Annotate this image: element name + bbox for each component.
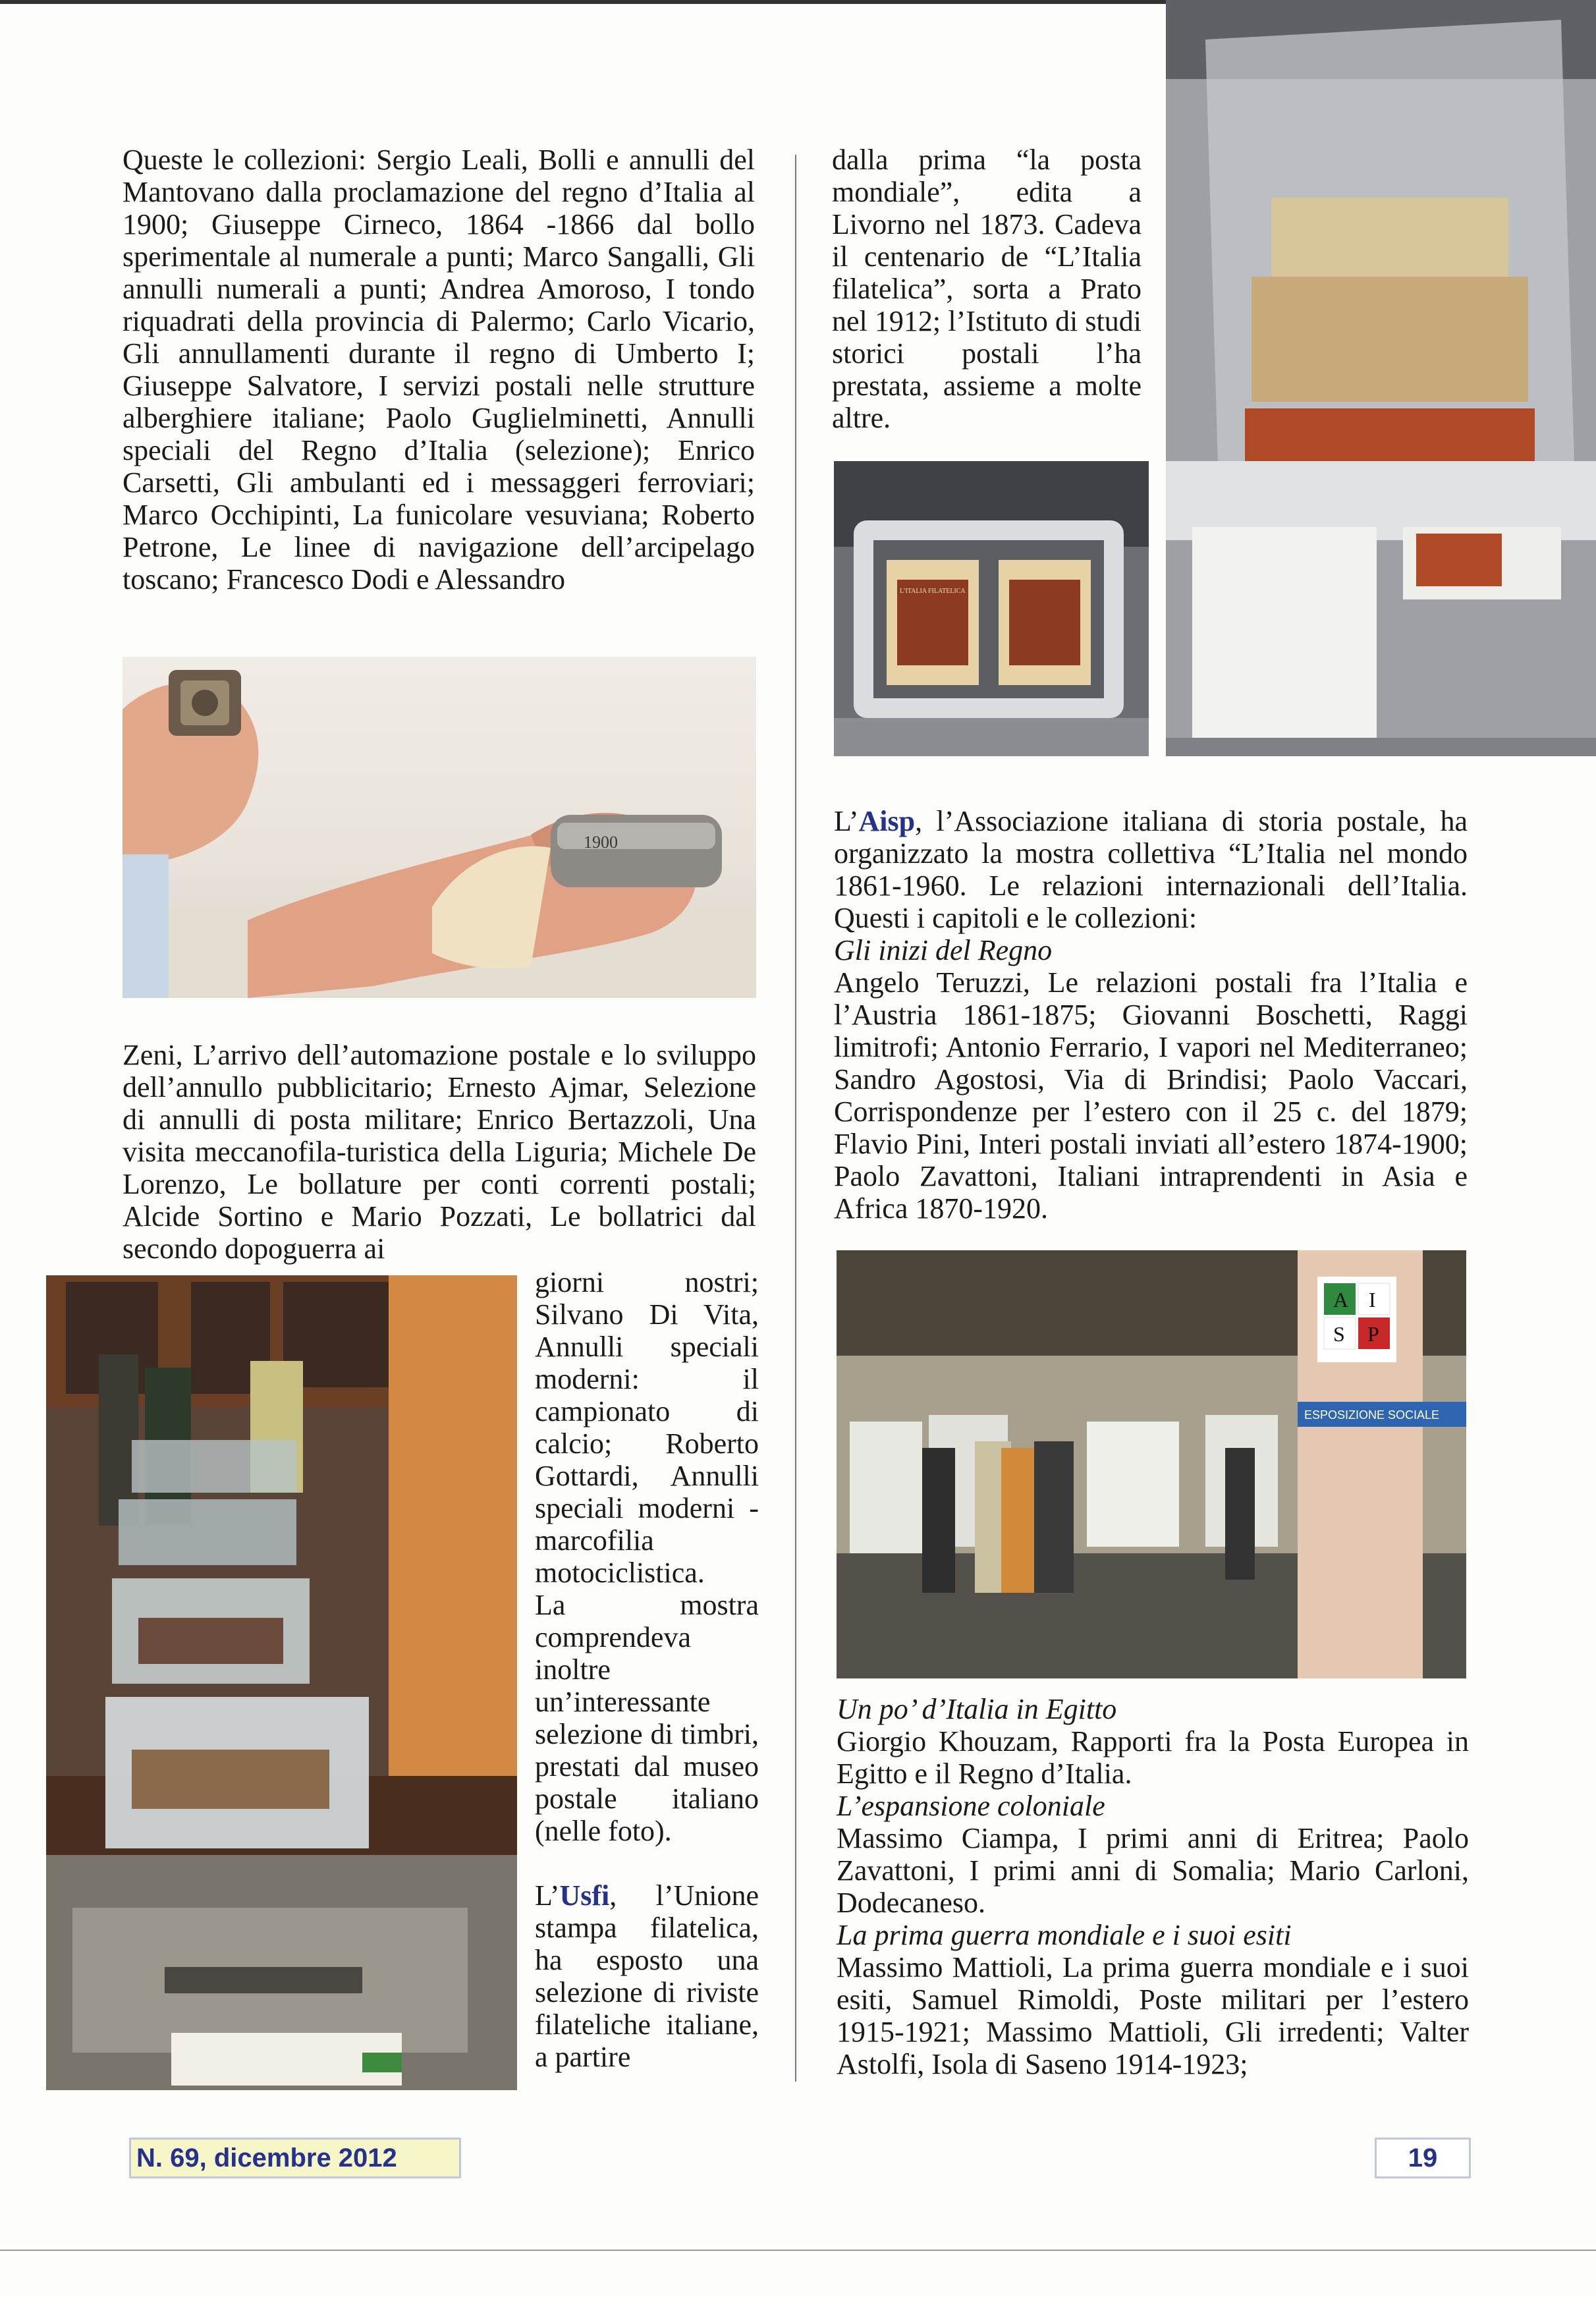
page-number-box — [1375, 2138, 1471, 2178]
exhibition-hall-illustration — [837, 1250, 1466, 1678]
column1-top-text — [123, 144, 755, 595]
exhibition-banner-text: ESPOSIZIONE SOCIALE — [1304, 1408, 1440, 1422]
issue-label — [129, 2138, 461, 2178]
column1-mid-text — [123, 1039, 756, 1265]
photo-aisp-exhibition-hall — [837, 1250, 1466, 1678]
aisp-rest: , l’Associazione italiana di storia postale, ha organizzato la mostra collettiva “L’Italia nel mondo 1861-1960. Le relazioni internazionali dell’Italia. Questi i capitoli e le collezioni: — [834, 805, 1468, 934]
usfi-prefix: L’ — [535, 1879, 560, 1912]
usfi-rest: , l’Unione stampa filatelica, ha esposto una selezione di riviste filateliche italiane, a partire — [535, 1879, 759, 2073]
section-text-egitto: Giorgio Khouzam, Rapporti fra la Posta Europea in Egitto e il Regno d’Italia. — [837, 1725, 1469, 1790]
magazines-paragraph: dalla prima “la posta mondiale”, edita a Livorno nel 1873. Cadeva il centenario de “L’Italia filatelica”, sorta a Prato nel 1912; l’Istituto di studi storici postali l’ha prestata, assieme a molte altre. — [832, 144, 1142, 434]
photo-exhibition-cases — [46, 1275, 517, 2090]
photo-display-case — [1166, 0, 1596, 756]
hands-illustration — [123, 657, 756, 998]
photo-magazine-stand — [834, 461, 1149, 756]
aisp-logo-letter-a: A — [1333, 1288, 1349, 1312]
section-title-egitto: Un po’ d’Italia in Egitto — [837, 1693, 1117, 1725]
magazine-cover-title: L’ITALIA FILATELICA — [900, 588, 966, 595]
collections-paragraph: Queste le collezioni: Sergio Leali, Bolli e annulli del Mantovano dalla proclamazione del regno d’Italia al 1900; Giuseppe Cirneco, 1864 -1866 dal bollo sperimentale al numerale a punti; Marco Sangalli, Gli annulli numerali a punti; Andrea Amoroso, I tondo riquadrati della provincia di Palermo; Carlo Vicario, Gli annullamenti durante il regno di Umberto I; Giuseppe Salvatore, I servizi postali nelle strutture alberghiere italiane; Paolo Guglielminetti, Annulli speciali del Regno d’Italia (selezione); Enrico Carsetti, Gli ambulanti ed i messaggeri ferroviari; Marco Occhipinti, La funicolare vesuviana; Roberto Petrone, Le linee di navigazione dell’arcipelago toscano; Francesco Dodi e Alessandro — [123, 144, 755, 595]
aisp-logo-letter-i: I — [1369, 1288, 1376, 1312]
exhibition-cases-illustration — [46, 1275, 517, 2090]
aisp-logo-letter-s: S — [1333, 1322, 1345, 1346]
aisp-paragraph — [834, 805, 1468, 934]
page-number: 19 — [1408, 2144, 1438, 2172]
postmark-stamp-cylinder — [551, 815, 722, 887]
aisp-logo — [1317, 1277, 1396, 1362]
magazine-stand-illustration — [834, 461, 1149, 756]
usfi-name: Usfi — [559, 1879, 610, 1912]
stamping-machines-paragraph: giorni nostri; Silvano Di Vita, Annulli speciali moderni: il campionato di calcio; Roberto Gottardi, Annulli speciali moderni - marcofilia motociclistica. — [535, 1266, 759, 1589]
column2-top-text — [832, 144, 1142, 434]
section-title-regno: Gli inizi del Regno — [834, 934, 1053, 966]
issue-text: N. 69, dicembre 2012 — [136, 2144, 397, 2172]
column1-side-text — [535, 1266, 759, 2073]
aisp-logo-letter-p: P — [1367, 1322, 1379, 1346]
stamp-date-text: 1900 — [584, 833, 618, 852]
usfi-paragraph — [535, 1879, 759, 2073]
exhibition-stamps-paragraph: La mostra comprendeva inoltre un’interessante selezione di timbri, prestati dal museo postale italiano (nelle foto). — [535, 1589, 759, 1847]
photo-hands-postmark-stamps — [123, 657, 756, 998]
column2-aisp-text — [834, 805, 1468, 1225]
postmark-stamp-left — [169, 670, 241, 736]
aisp-name: Aisp — [858, 805, 916, 837]
section-text-regno: Angelo Teruzzi, Le relazioni postali fra l’Italia e l’Austria 1861-1875; Giovanni Boschetti, Raggi limitrofi; Antonio Ferrario, I vapori nel Mediterraneo; Sandro Agostosi, Via di Brindisi; Paolo Vaccari, Corrispondenze per l’estero con il 25 c. del 1879; Flavio Pini, Interi postali inviati all’estero 1874-1900; Paolo Zavattoni, Italiani intraprendenti in Asia e Africa 1870-1920. — [834, 966, 1468, 1225]
aisp-prefix: L’ — [834, 805, 859, 837]
section-title-coloniale: L’espansione coloniale — [837, 1790, 1105, 1822]
automation-paragraph: Zeni, L’arrivo dell’automazione postale e lo sviluppo dell’annullo pubblicitario; Ernesto Ajmar, Selezione di annulli di posta militare; Enrico Bertazzoli, Una visita meccanofila-turistica della Liguria; Michele De Lorenzo, Le bollature per conti correnti postali; Alcide Sortino e Mario Pozzati, Le bollatrici dal secondo dopoguerra ai — [123, 1039, 756, 1265]
display-case-illustration — [1166, 0, 1596, 756]
column-divider — [795, 155, 796, 2082]
column2-lower-text — [837, 1693, 1469, 2080]
section-text-coloniale: Massimo Ciampa, I primi anni di Eritrea; Paolo Zavattoni, I primi anni di Somalia; Mario Carloni, Dodecaneso. — [837, 1822, 1469, 1919]
section-title-guerra: La prima guerra mondiale e i suoi esiti — [837, 1919, 1292, 1951]
bottom-border — [0, 2250, 1596, 2251]
section-text-guerra: Massimo Mattioli, La prima guerra mondiale e i suoi esiti, Samuel Rimoldi, Poste militari per l’estero 1915-1921; Massimo Mattioli, Gli irredenti; Valter Astolfi, Isola di Saseno 1914-1923; — [837, 1951, 1469, 2080]
